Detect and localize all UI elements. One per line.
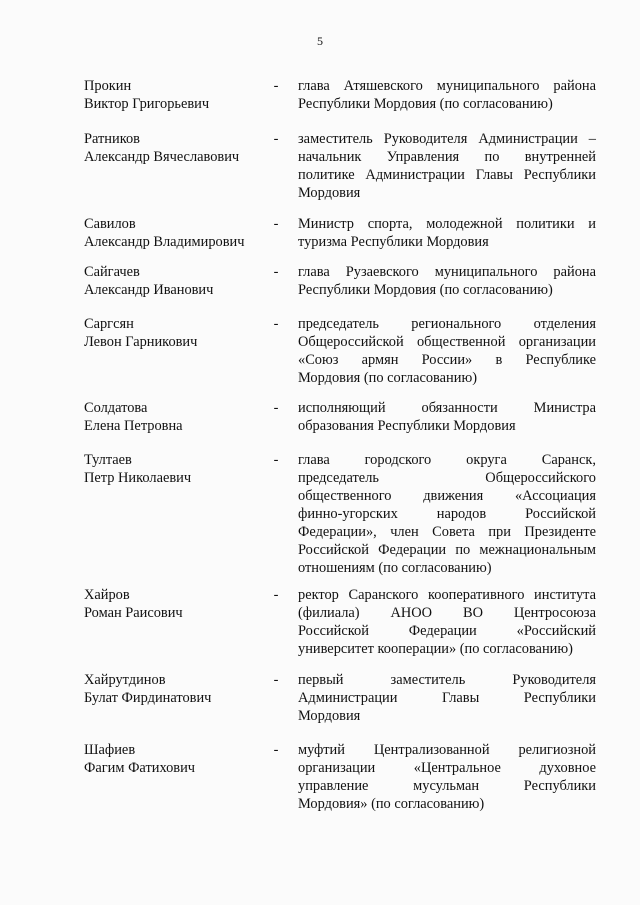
member-given-names: Александр Владимирович <box>84 234 245 250</box>
member-given-names: Петр Николаевич <box>84 470 192 486</box>
separator-dash: - <box>273 316 279 332</box>
role-line: Министр спорта, молодежной политики и <box>298 216 596 232</box>
member-role <box>298 451 596 577</box>
role-line: управление мусульман Республики <box>298 778 596 794</box>
role-line: «Союз армян России» в Республике <box>298 352 596 368</box>
member-role <box>298 130 596 202</box>
role-line: организации «Центральное духовное <box>298 760 596 776</box>
member-surname: Ратников <box>84 131 140 147</box>
member-given-names: Александр Вячеславович <box>84 149 240 165</box>
member-surname: Хайров <box>84 587 130 603</box>
member-surname: Тултаев <box>84 452 132 468</box>
role-line: начальник Управления по внутренней <box>298 149 596 165</box>
role-line: глава городского округа Саранск, <box>298 452 596 468</box>
role-line: Мордовия (по согласованию) <box>298 370 477 386</box>
member-given-names: Роман Раисович <box>84 605 183 621</box>
role-line: политике Администрации Главы Республики <box>298 167 596 183</box>
role-line: Общероссийской общественной организации <box>298 334 596 350</box>
member-name <box>84 741 264 777</box>
role-line: Российской Федерации по межнациональным <box>298 542 596 558</box>
member-name <box>84 130 264 166</box>
member-surname: Савилов <box>84 216 136 232</box>
member-role <box>298 215 596 251</box>
role-line: образования Республики Мордовия <box>298 418 516 434</box>
member-given-names: Виктор Григорьевич <box>84 96 210 112</box>
role-line: отношениям (по согласованию) <box>298 560 492 576</box>
member-given-names: Елена Петровна <box>84 418 183 434</box>
member-surname: Саргсян <box>84 316 134 332</box>
separator-dash: - <box>273 400 279 416</box>
member-name <box>84 77 264 113</box>
role-line: Мордовия» (по согласованию) <box>298 796 485 812</box>
member-given-names: Фагим Фатихович <box>84 760 196 776</box>
member-surname: Солдатова <box>84 400 148 416</box>
role-line: исполняющий обязанности Министра <box>298 400 596 416</box>
separator-dash: - <box>273 587 279 603</box>
member-given-names: Левон Гарникович <box>84 334 198 350</box>
role-line: Мордовия <box>298 708 361 724</box>
member-name <box>84 399 264 435</box>
member-surname: Хайрутдинов <box>84 672 166 688</box>
member-surname: Прокин <box>84 78 132 94</box>
role-line: Республики Мордовия (по согласованию) <box>298 96 553 112</box>
member-role <box>298 399 596 435</box>
separator-dash: - <box>273 216 279 232</box>
role-line: (филиала) АНОО ВО Центросоюза <box>298 605 596 621</box>
member-name <box>84 263 264 299</box>
separator-dash: - <box>273 672 279 688</box>
role-line: туризма Республики Мордовия <box>298 234 489 250</box>
member-role <box>298 263 596 299</box>
role-line: Мордовия <box>298 185 361 201</box>
role-line: заместитель Руководителя Администрации – <box>298 131 596 147</box>
separator-dash: - <box>273 742 279 758</box>
member-role <box>298 586 596 658</box>
role-line: председатель Общероссийского <box>298 470 596 486</box>
member-role <box>298 77 596 113</box>
role-line: общественного движения «Ассоциация <box>298 488 596 504</box>
role-line: глава Рузаевского муниципального района <box>298 264 596 280</box>
separator-dash: - <box>273 131 279 147</box>
member-name <box>84 451 264 487</box>
member-surname: Сайгачев <box>84 264 140 280</box>
role-line: председатель регионального отделения <box>298 316 596 332</box>
separator-dash: - <box>273 452 279 468</box>
role-line: Республики Мордовия (по согласованию) <box>298 282 553 298</box>
member-name <box>84 671 264 707</box>
separator-dash: - <box>273 78 279 94</box>
member-role <box>298 315 596 387</box>
role-line: ректор Саранского кооперативного института <box>298 587 596 603</box>
member-role <box>298 741 596 813</box>
role-line: муфтий Централизованной религиозной <box>298 742 596 758</box>
member-given-names: Александр Иванович <box>84 282 214 298</box>
role-line: Федерации», член Совета при Президенте <box>298 524 596 540</box>
role-line: финно-угорских народов Российской <box>298 506 596 522</box>
role-line: Администрации Главы Республики <box>298 690 596 706</box>
role-line: первый заместитель Руководителя <box>298 672 596 688</box>
page-number: 5 <box>317 34 323 48</box>
member-name <box>84 586 264 622</box>
role-line: глава Атяшевского муниципального района <box>298 78 596 94</box>
member-surname: Шафиев <box>84 742 136 758</box>
separator-dash: - <box>273 264 279 280</box>
member-name <box>84 315 264 351</box>
role-line: Российской Федерации «Российский <box>298 623 596 639</box>
member-name <box>84 215 264 251</box>
member-role <box>298 671 596 725</box>
role-line: университет кооперации» (по согласованию) <box>298 641 573 657</box>
member-given-names: Булат Фирдинатович <box>84 690 212 706</box>
